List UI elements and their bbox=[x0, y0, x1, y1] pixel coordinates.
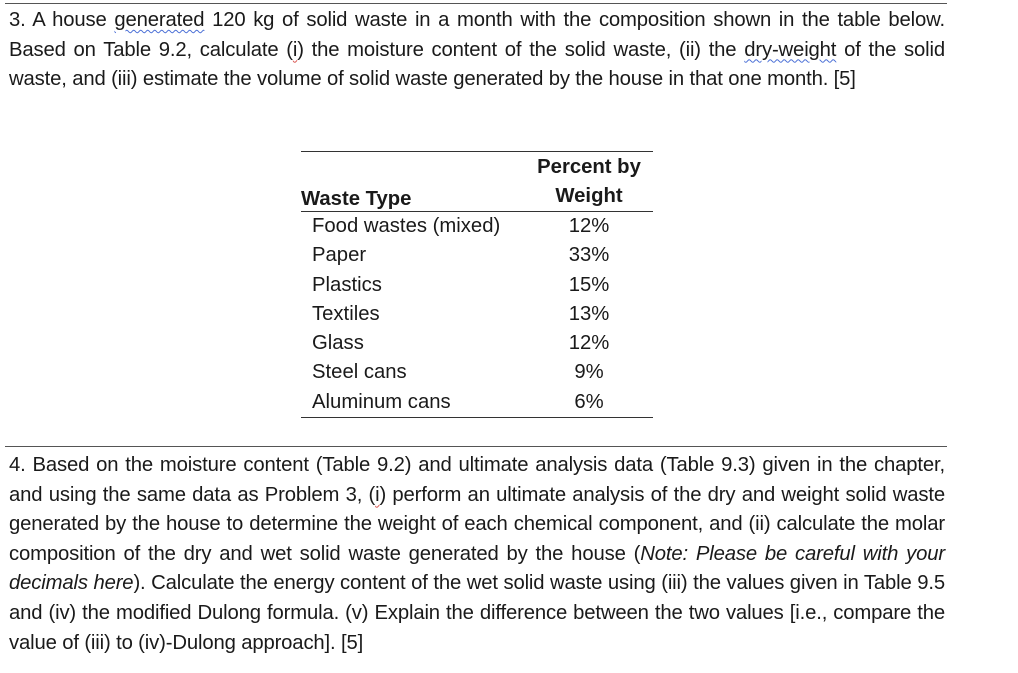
waste-type-cell: Textiles bbox=[312, 302, 380, 325]
p3-spellcheck-word: generated bbox=[114, 9, 205, 31]
top-rule bbox=[5, 3, 947, 4]
p3-spellcheck-word: i bbox=[292, 38, 298, 61]
percent-cell: 12% bbox=[568, 215, 610, 237]
p3-seg: 3. A house bbox=[9, 9, 115, 31]
table-row bbox=[301, 388, 653, 418]
header-waste-type: Waste Type bbox=[301, 188, 412, 210]
table-row bbox=[301, 358, 653, 387]
table-row bbox=[301, 300, 653, 329]
p3-seg: ) the moisture content of the solid waste, (ii) the bbox=[297, 38, 745, 61]
waste-type-cell: Aluminum cans bbox=[312, 390, 451, 413]
waste-type-cell: Paper bbox=[312, 244, 367, 267]
table-row bbox=[301, 241, 653, 270]
percent-cell: 9% bbox=[574, 361, 604, 384]
problem-4-text bbox=[9, 451, 945, 658]
percent-cell: 33% bbox=[568, 244, 610, 267]
percent-cell: 6% bbox=[574, 390, 604, 413]
table-row bbox=[301, 329, 653, 358]
p3-spellcheck-word: dry-weight bbox=[744, 38, 837, 61]
table-row bbox=[301, 212, 653, 242]
p4-note-italic: Note: Please be careful with your decimals here bbox=[9, 542, 945, 595]
waste-type-cell: Plastics bbox=[312, 273, 382, 296]
header-percent-by-weight: Percent by Weight bbox=[537, 156, 641, 207]
p4-seg: ) perform an ultimate analysis of the dry and weight solid waste generated by the house to determine the weight of each chemical component, and (ii) calculate the molar composition of the dry and wet solid waste generated by the house ( bbox=[9, 483, 945, 565]
percent-cell: 12% bbox=[568, 332, 610, 355]
waste-type-cell: Steel cans bbox=[312, 361, 407, 384]
waste-type-cell: Glass bbox=[312, 332, 364, 355]
waste-composition-table bbox=[301, 151, 653, 418]
percent-cell: 13% bbox=[568, 302, 610, 325]
p3-seg: of the solid waste, and (iii) estimate the volume of solid waste generated by the house in that one month. [5] bbox=[9, 38, 945, 91]
section-divider bbox=[5, 446, 947, 447]
p4-seg: 4. Based on the moisture content (Table 9.2) and ultimate analysis data (Table 9.3) given in the chapter, and using the same data as Problem 3, ( bbox=[9, 454, 945, 506]
p4-spellcheck-word: i bbox=[375, 483, 380, 506]
table-header-row bbox=[301, 152, 653, 212]
problem-3-text bbox=[9, 6, 945, 95]
percent-cell: 15% bbox=[568, 273, 610, 296]
table-row bbox=[301, 271, 653, 300]
waste-type-cell: Food wastes (mixed) bbox=[312, 215, 501, 237]
p3-seg: 120 kg of solid waste in a month with the composition shown in the table below. Based on Table 9.2, calculate ( bbox=[9, 9, 945, 61]
p4-seg: ). Calculate the energy content of the wet solid waste using (iii) the values given in Table 9.5 and (iv) the modified Dulong formula. (v) Explain the difference between the two values [i.e., compare the value of (iii) to (iv)-Dulong approach]. [5] bbox=[9, 572, 945, 654]
